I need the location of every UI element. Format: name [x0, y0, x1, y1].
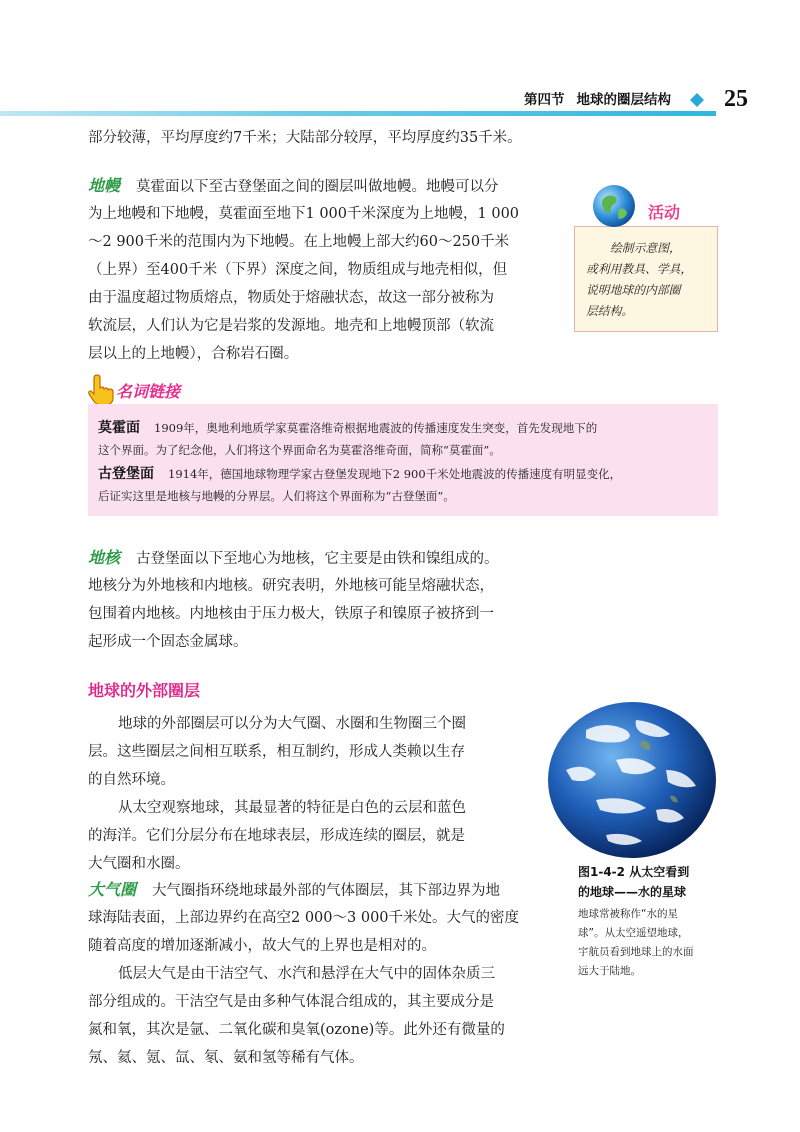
text-line: 球海陆表面，上部边界约在高空2 000～3 000千米处。大气的密度 — [88, 910, 520, 926]
text-line: 起形成一个固态金属球。 — [88, 634, 248, 650]
activity-line: 绘制示意图， — [610, 241, 681, 255]
glossary-term: 古登堡面 — [98, 466, 154, 482]
earth-from-space-image — [546, 700, 718, 860]
text-line: 的自然环境。 — [88, 772, 175, 788]
text-line: （上界）至400千米（下界）深度之间，物质组成与地壳相似，但 — [88, 262, 508, 278]
glossary-line — [98, 463, 710, 485]
running-header — [524, 88, 683, 112]
outer-layers-paragraph — [88, 710, 466, 878]
text-line — [88, 172, 519, 200]
caption-line: 远大于陆地。 — [578, 965, 641, 977]
caption-line: 宇航员看到地球上的水面 — [578, 946, 694, 958]
text-line: 莫霍面以下至古登堡面之间的圈层叫做地幔。地幔可以分 — [136, 179, 499, 195]
text-line — [88, 876, 519, 904]
glossary-entry — [98, 463, 710, 507]
text-line — [88, 960, 519, 988]
section-number: 第四节 — [524, 92, 565, 108]
activity-line: 说明地球的内部圈 — [586, 283, 681, 297]
glossary-title: 名词链接 — [116, 382, 181, 401]
text-line — [88, 710, 466, 738]
glossary-text: 1909年，奥地利地质学家莫霍洛维奇根据地震波的传播速度发生突变，首先发现地下的 — [154, 421, 598, 435]
text-line: 氮和氧，其次是氩、二氧化碳和臭氧(ozone)等。此外还有微量的 — [88, 1022, 505, 1038]
term-mantle: 地幔 — [88, 176, 121, 195]
text-line: 大气圈指环绕地球最外部的气体圈层，其下部边界为地 — [152, 883, 501, 899]
caption-line: 的地球——水的星球 — [578, 885, 687, 899]
text-line: 氖、氦、氪、氙、氡、氨和氢等稀有气体。 — [88, 1050, 364, 1066]
activity-text — [586, 238, 712, 322]
text-line: 地核分为外地核和内地核。研究表明，外地核可能呈熔融状态， — [88, 578, 494, 594]
page-number: 25 — [724, 86, 748, 112]
text-line: 层。这些圈层之间相互联系，相互制约，形成人类赖以生存 — [88, 744, 465, 760]
glossary-line: 后证实这里是地核与地幔的分界层。人们将这个界面称为“古登堡面”。 — [98, 489, 455, 503]
section-title: 地球的圈层结构 — [576, 92, 671, 108]
text-line: 的海洋。它们分层分布在地球表层，形成连续的圈层，就是 — [88, 828, 465, 844]
figure-caption-title — [578, 862, 718, 902]
glossary-line — [98, 417, 710, 439]
atmosphere-paragraph — [88, 876, 519, 1072]
section-heading: 地球的外部圈层 — [88, 681, 201, 700]
diamond-icon — [690, 93, 704, 107]
caption-line: 图1-4-2 从太空看到 — [578, 865, 690, 879]
core-paragraph — [88, 544, 499, 656]
glossary-text: 1914年，德国地球物理学家古登堡发现地下2 900千米处地震波的传播速度有明显变化， — [168, 467, 622, 481]
glossary-entry — [98, 417, 710, 461]
text-line: 由于温度超过物质熔点，物质处于熔融状态，故这一部分被称为 — [88, 290, 494, 306]
pointing-hand-icon — [88, 373, 114, 405]
text-line: 地球的外部圈层可以分为大气圈、水圈和生物圈三个圈 — [118, 716, 466, 732]
globe-icon — [591, 183, 637, 229]
term-core: 地核 — [88, 548, 121, 567]
text-line: 部分组成的。干洁空气是由多种气体混合组成的，其主要成分是 — [88, 994, 494, 1010]
activity-line: 层结构。 — [586, 304, 634, 318]
caption-line: 球”。从太空遥望地球， — [578, 927, 689, 939]
text-line: 随着高度的增加逐渐减小，故大气的上界也是相对的。 — [88, 938, 436, 954]
figure-caption-description — [578, 905, 718, 981]
glossary-line: 这个界面。为了纪念他，人们将这个界面命名为莫霍洛维奇面，简称“莫霍面”。 — [98, 443, 501, 457]
text-line: 古登堡面以下至地心为地核，它主要是由铁和镍组成的。 — [136, 551, 499, 567]
caption-line: 地球常被称作“水的星 — [578, 908, 678, 920]
text-line: 包围着内地核。内地核由于压力极大，铁原子和镍原子被挤到一 — [88, 606, 494, 622]
activity-title: 活动 — [648, 203, 681, 222]
text-line: 低层大气是由干洁空气、水汽和悬浮在大气中的固体杂质三 — [118, 966, 495, 982]
term-atmosphere: 大气圈 — [88, 880, 137, 899]
mantle-paragraph — [88, 172, 519, 368]
text-line: 软流层，人们认为它是岩浆的发源地。地壳和上地幔顶部（软流 — [88, 318, 494, 334]
text-line: 从太空观察地球，其最显著的特征是白色的云层和蓝色 — [118, 800, 466, 816]
glossary-term: 莫霍面 — [98, 420, 140, 436]
text-line: 大气圈和水圈。 — [88, 856, 190, 872]
text-line — [88, 794, 466, 822]
header-rule — [0, 111, 716, 116]
text-line: ～2 900千米的范围内为下地幔。在上地幔上部大约60～250千米 — [88, 234, 510, 250]
text-line: 为上地幔和下地幔，莫霍面至地下1 000千米深度为上地幔，1 000 — [88, 206, 520, 222]
text-line — [88, 544, 499, 572]
activity-line: 或利用教具、学具， — [586, 262, 693, 276]
text-line: 层以上的上地幔），合称岩石圈。 — [88, 346, 299, 362]
text-line: 部分较薄，平均厚度约7千米；大陆部分较厚，平均厚度约35千米。 — [88, 130, 522, 146]
intro-paragraph — [88, 124, 522, 152]
